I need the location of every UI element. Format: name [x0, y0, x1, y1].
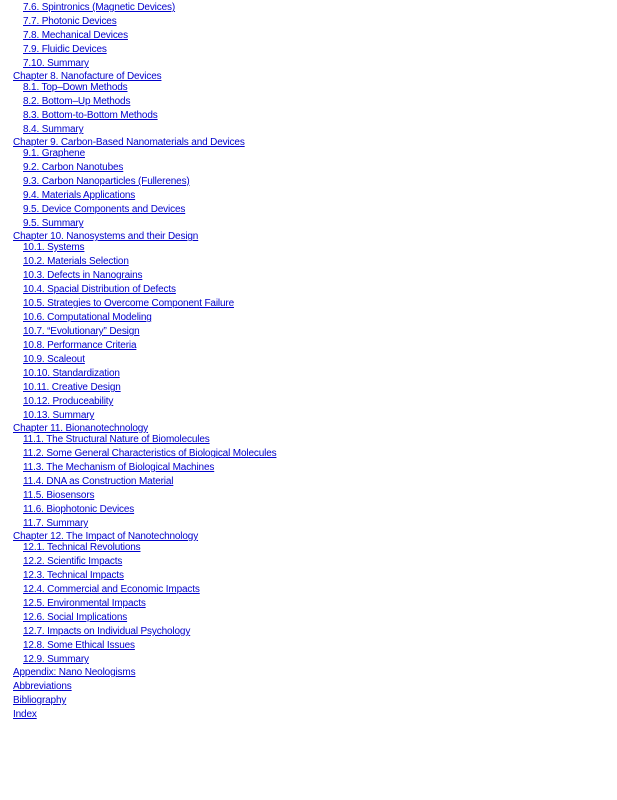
toc-section-link[interactable]: 12.5. Environmental Impacts [23, 598, 146, 609]
toc-chapter-link[interactable]: Chapter 9. Carbon-Based Nanomaterials and Devices [13, 137, 245, 148]
toc-section-link[interactable]: 10.4. Spacial Distribution of Defects [23, 284, 176, 295]
toc-section-link[interactable]: 12.9. Summary [23, 654, 89, 665]
toc-section-link[interactable]: 11.5. Biosensors [23, 490, 95, 501]
toc-section-link[interactable]: 11.1. The Structural Nature of Biomolecules [23, 434, 210, 445]
toc-section-link[interactable]: 8.4. Summary [23, 124, 84, 135]
toc-section-link[interactable]: 12.2. Scientific Impacts [23, 556, 123, 567]
toc-chapter-link[interactable]: Chapter 8. Nanofacture of Devices [13, 71, 162, 82]
toc-section-link[interactable]: 10.5. Strategies to Overcome Component Failure [23, 298, 234, 309]
toc-chapter-link[interactable]: Bibliography [13, 695, 67, 706]
toc-section-link[interactable]: 10.1. Systems [23, 242, 85, 253]
toc-section-link[interactable]: 8.3. Bottom-to-Bottom Methods [23, 110, 158, 121]
toc-section-link[interactable]: 9.2. Carbon Nanotubes [23, 162, 124, 173]
toc-section-link[interactable]: 9.3. Carbon Nanoparticles (Fullerenes) [23, 176, 190, 187]
toc-section-link[interactable]: 12.6. Social Implications [23, 612, 128, 623]
toc-section-link[interactable]: 12.7. Impacts on Individual Psychology [23, 626, 191, 637]
toc-section-link[interactable]: 11.6. Biophotonic Devices [23, 504, 135, 515]
toc-section-link[interactable]: 10.3. Defects in Nanograins [23, 270, 143, 281]
toc-section-link[interactable]: 8.1. Top–Down Methods [23, 82, 128, 93]
toc-section-link[interactable]: 10.13. Summary [23, 410, 95, 421]
toc-chapter-link[interactable]: Appendix: Nano Neologisms [13, 667, 136, 678]
toc-section-link[interactable]: 9.5. Device Components and Devices [23, 204, 186, 215]
toc-section-link[interactable]: 10.9. Scaleout [23, 354, 85, 365]
toc-chapter-link[interactable]: Abbreviations [13, 681, 72, 692]
toc-section-link[interactable]: 12.3. Technical Impacts [23, 570, 124, 581]
toc-section-link[interactable]: 10.7. “Evolutionary” Design [23, 326, 140, 337]
toc-section-link[interactable]: 11.4. DNA as Construction Material [23, 476, 174, 487]
toc-chapter-link[interactable]: Chapter 11. Bionanotechnology [13, 423, 149, 434]
toc-section-link[interactable]: 7.9. Fluidic Devices [23, 44, 107, 55]
toc-section-link[interactable]: 12.4. Commercial and Economic Impacts [23, 584, 200, 595]
toc-chapter-link[interactable]: Chapter 10. Nanosystems and their Design [13, 231, 199, 242]
toc-section-link[interactable]: 10.2. Materials Selection [23, 256, 129, 267]
toc-section-link[interactable]: 7.7. Photonic Devices [23, 16, 117, 27]
toc-section-link[interactable]: 8.2. Bottom–Up Methods [23, 96, 131, 107]
toc-chapter-link[interactable]: Index [13, 709, 37, 720]
toc-section-link[interactable]: 11.3. The Mechanism of Biological Machines [23, 462, 215, 473]
toc-section-link[interactable]: 9.5. Summary [23, 218, 84, 229]
toc-section-link[interactable]: 12.8. Some Ethical Issues [23, 640, 135, 651]
toc-section-link[interactable]: 10.6. Computational Modeling [23, 312, 152, 323]
toc-section-link[interactable]: 7.10. Summary [23, 58, 89, 69]
toc-chapter-link[interactable]: Chapter 12. The Impact of Nanotechnology [13, 531, 199, 542]
toc-section-link[interactable]: 7.6. Spintronics (Magnetic Devices) [23, 2, 176, 13]
toc-section-link[interactable]: 12.1. Technical Revolutions [23, 542, 141, 553]
toc-section-link[interactable]: 10.10. Standardization [23, 368, 120, 379]
toc-section-link[interactable]: 10.12. Produceability [23, 396, 114, 407]
toc-section-link[interactable]: 10.11. Creative Design [23, 382, 121, 393]
toc-section-link[interactable]: 11.2. Some General Characteristics of Biological Molecules [23, 448, 277, 459]
toc-section-link[interactable]: 9.4. Materials Applications [23, 190, 136, 201]
toc-section-link[interactable]: 7.8. Mechanical Devices [23, 30, 128, 41]
toc-section-link[interactable]: 11.7. Summary [23, 518, 89, 529]
toc-section-link[interactable]: 10.8. Performance Criteria [23, 340, 137, 351]
toc-section-link[interactable]: 9.1. Graphene [23, 148, 85, 159]
